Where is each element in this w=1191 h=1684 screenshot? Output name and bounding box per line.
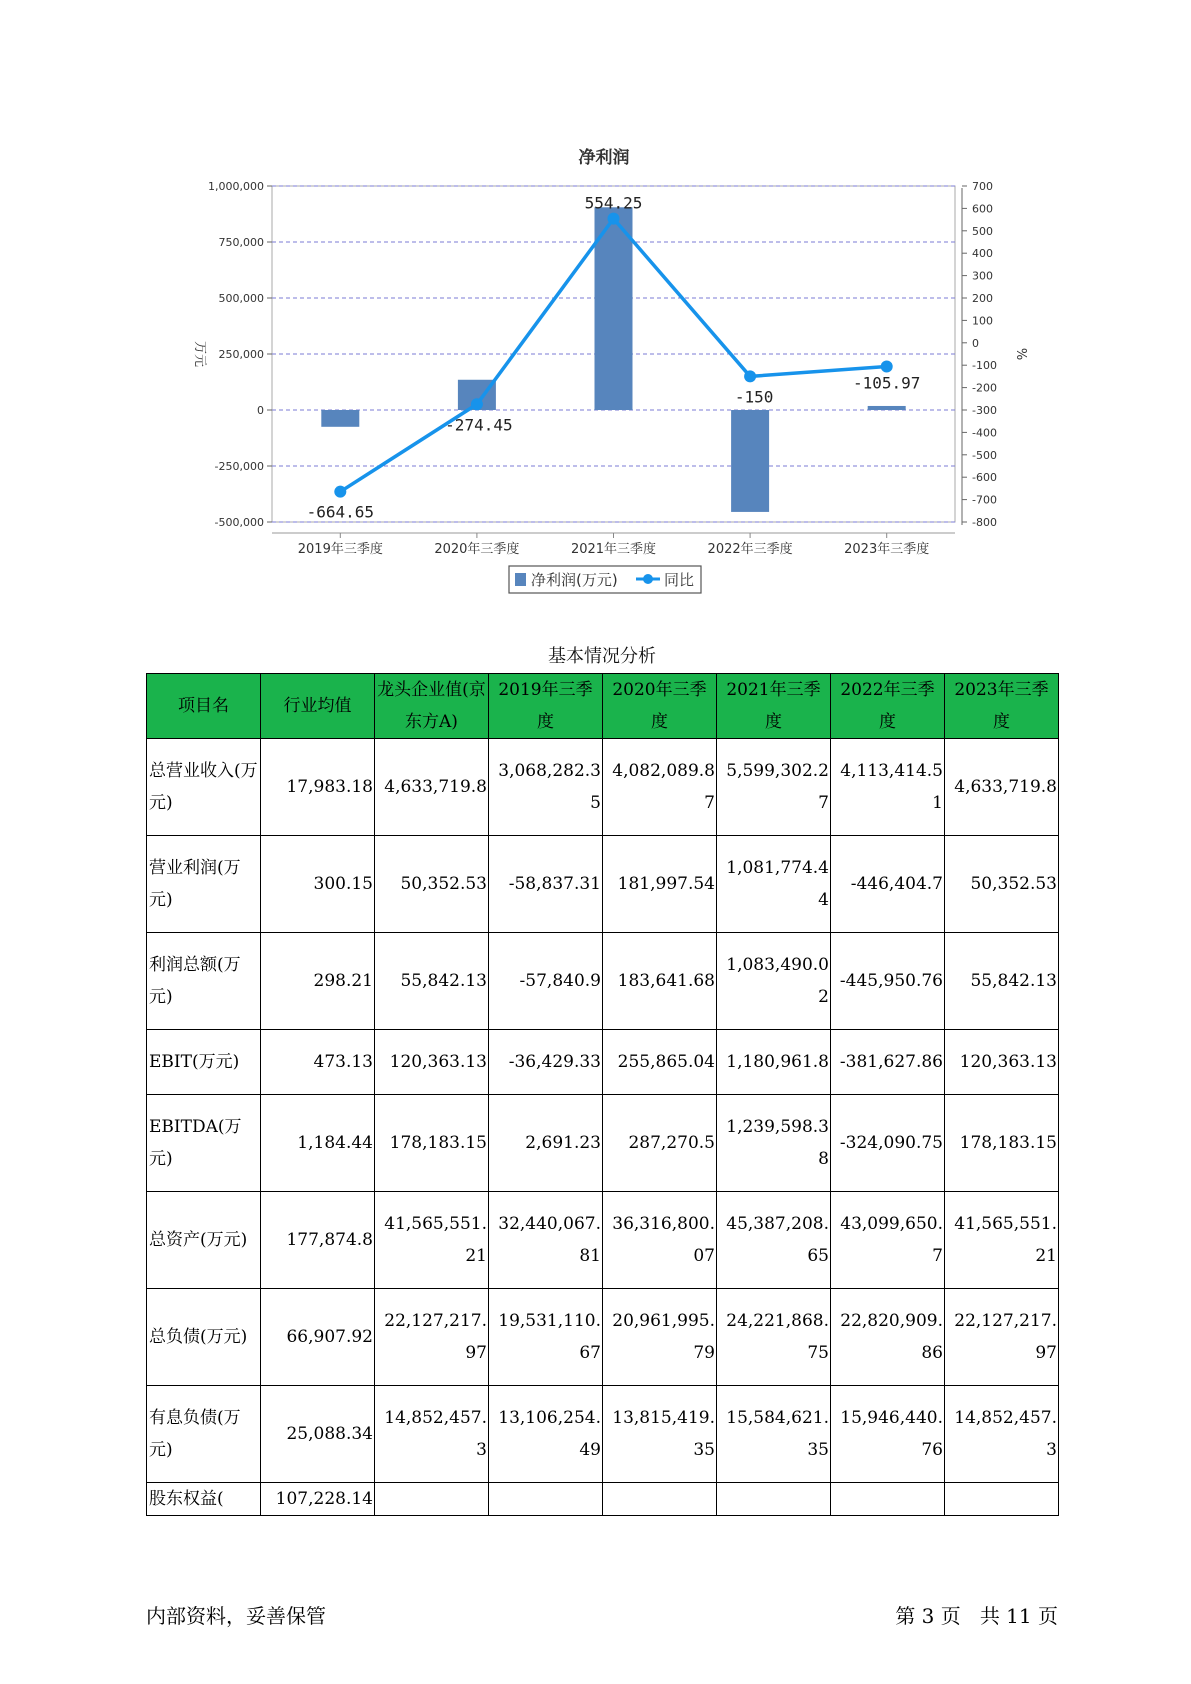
table-row	[147, 1030, 1059, 1095]
table-cell: -57,840.9	[489, 933, 603, 1030]
table-cell: 5,599,302.27	[717, 739, 831, 836]
chart-title: 净利润	[578, 148, 630, 168]
table-row	[147, 836, 1059, 933]
table-cell: 55,842.13	[375, 933, 489, 1030]
row-label: 有息负债(万元)	[147, 1386, 261, 1483]
header-item-name: 项目名	[147, 674, 261, 739]
table-header-row	[147, 674, 1059, 739]
y2-tick-label: 400	[972, 247, 993, 261]
table-cell: 36,316,800.07	[603, 1192, 717, 1289]
table-cell: 1,081,774.44	[717, 836, 831, 933]
table-cell	[489, 1483, 603, 1516]
table-cell	[603, 1483, 717, 1516]
y-tick-label: 750,000	[218, 236, 264, 249]
table-cell: 178,183.15	[375, 1095, 489, 1192]
row-label: 总营业收入(万元)	[147, 739, 261, 836]
yoy-data-label: -664.65	[306, 502, 375, 522]
table-cell: 15,946,440.76	[831, 1386, 945, 1483]
table-cell	[717, 1483, 831, 1516]
table-cell: 50,352.53	[945, 836, 1059, 933]
y2-tick-label: 500	[972, 224, 993, 238]
legend-line-marker	[643, 574, 653, 584]
header-2019q3: 2019年三季度	[489, 674, 603, 739]
table-cell: 22,820,909.86	[831, 1289, 945, 1386]
net-profit-chart	[0, 0, 1191, 600]
y-tick-label: 0	[257, 404, 264, 417]
y2-tick-label: -300	[972, 404, 997, 417]
table-title: 基本情况分析	[548, 646, 656, 667]
table-cell: 41,565,551.21	[375, 1192, 489, 1289]
table-cell: 32,440,067.81	[489, 1192, 603, 1289]
y2-tick-label: -700	[972, 493, 997, 507]
row-label: 总负债(万元)	[147, 1289, 261, 1386]
table-cell: 1,184.44	[261, 1095, 375, 1192]
y2-tick-label: 200	[972, 292, 993, 305]
y-tick-label: 250,000	[218, 348, 264, 361]
table-cell: 13,815,419.35	[603, 1386, 717, 1483]
y2-tick-label: -600	[972, 471, 997, 485]
header-2022q3: 2022年三季度	[831, 674, 945, 739]
table-cell: 1,239,598.38	[717, 1095, 831, 1192]
table-cell: 14,852,457.3	[375, 1386, 489, 1483]
row-label: 股东权益(	[147, 1483, 261, 1516]
y-tick-label: 1,000,000	[208, 180, 264, 193]
y2-axis-title: %	[1013, 347, 1028, 361]
table-cell: -58,837.31	[489, 836, 603, 933]
bar-net-profit	[868, 406, 906, 410]
table-cell: 287,270.5	[603, 1095, 717, 1192]
table-cell: 4,633,719.8	[945, 739, 1059, 836]
row-label: 总资产(万元)	[147, 1192, 261, 1289]
table-cell: 4,082,089.87	[603, 739, 717, 836]
yoy-point	[881, 361, 893, 373]
row-label: 营业利润(万元)	[147, 836, 261, 933]
table-cell: -324,090.75	[831, 1095, 945, 1192]
yoy-data-label: -105.97	[852, 373, 921, 393]
table-cell: -381,627.86	[831, 1030, 945, 1095]
y-tick-label: -500,000	[214, 516, 264, 529]
table-row	[147, 1483, 1059, 1516]
table-cell: 177,874.8	[261, 1192, 375, 1289]
bar-net-profit	[321, 410, 359, 427]
y2-tick-label: -200	[972, 381, 997, 395]
table-cell: 183,641.68	[603, 933, 717, 1030]
y2-tick-label: -800	[972, 516, 997, 529]
table-cell: 45,387,208.65	[717, 1192, 831, 1289]
y-tick-label: -250,000	[214, 460, 264, 473]
table-cell: 300.15	[261, 836, 375, 933]
x-tick-label: 2020年三季度	[434, 542, 520, 557]
y2-tick-label: -400	[972, 426, 997, 440]
table-cell	[375, 1483, 489, 1516]
row-label: 利润总额(万元)	[147, 933, 261, 1030]
table-cell: 178,183.15	[945, 1095, 1059, 1192]
table-cell: 1,083,490.02	[717, 933, 831, 1030]
table-cell	[831, 1483, 945, 1516]
y2-tick-label: 700	[972, 180, 993, 193]
yoy-point	[334, 486, 346, 498]
table-cell: 50,352.53	[375, 836, 489, 933]
footer-page-number: 第 3 页 共 11 页	[895, 1604, 1058, 1628]
table-cell: 17,983.18	[261, 739, 375, 836]
table-cell: 14,852,457.3	[945, 1386, 1059, 1483]
yoy-data-label: 554.25	[584, 193, 643, 213]
table-cell: 13,106,254.49	[489, 1386, 603, 1483]
legend-bar-label: 净利润(万元)	[531, 571, 618, 589]
table-cell: 22,127,217.97	[945, 1289, 1059, 1386]
legend-line-label: 同比	[664, 571, 695, 589]
table-cell: 20,961,995.79	[603, 1289, 717, 1386]
yoy-point	[608, 213, 620, 225]
table-cell	[945, 1483, 1059, 1516]
x-tick-label: 2021年三季度	[570, 542, 657, 557]
table-cell: 473.13	[261, 1030, 375, 1095]
x-tick-label: 2023年三季度	[844, 542, 930, 557]
table-cell: 181,997.54	[603, 836, 717, 933]
table-cell: 120,363.13	[945, 1030, 1059, 1095]
table-cell: 66,907.92	[261, 1289, 375, 1386]
x-tick-label: 2019年三季度	[297, 542, 383, 557]
row-label: EBIT(万元)	[147, 1030, 261, 1095]
table-row	[147, 1386, 1059, 1483]
table-cell: 298.21	[261, 933, 375, 1030]
table-row	[147, 933, 1059, 1030]
header-2021q3: 2021年三季度	[717, 674, 831, 739]
y2-tick-label: -500	[972, 448, 997, 462]
table-cell: 19,531,110.67	[489, 1289, 603, 1386]
table-cell: 24,221,868.75	[717, 1289, 831, 1386]
table-cell: 4,633,719.8	[375, 739, 489, 836]
header-2020q3: 2020年三季度	[603, 674, 717, 739]
table-cell: 255,865.04	[603, 1030, 717, 1095]
table-cell: -446,404.7	[831, 836, 945, 933]
yoy-data-label: -274.45	[445, 415, 513, 435]
y2-tick-label: 100	[972, 314, 993, 328]
table-cell: -36,429.33	[489, 1030, 603, 1095]
table-cell: 41,565,551.21	[945, 1192, 1059, 1289]
yoy-point	[744, 370, 756, 382]
table-cell: -445,950.76	[831, 933, 945, 1030]
table-cell: 1,180,961.8	[717, 1030, 831, 1095]
table-cell: 107,228.14	[261, 1483, 375, 1516]
table-cell: 43,099,650.7	[831, 1192, 945, 1289]
yoy-point	[471, 398, 483, 410]
header-2023q3: 2023年三季度	[945, 674, 1059, 739]
yoy-data-label: -150	[734, 387, 774, 407]
table-row	[147, 1289, 1059, 1386]
table-cell: 120,363.13	[375, 1030, 489, 1095]
x-tick-label: 2022年三季度	[707, 542, 793, 557]
table-cell: 3,068,282.35	[489, 739, 603, 836]
table-row	[147, 739, 1059, 836]
table-cell: 2,691.23	[489, 1095, 603, 1192]
basic-analysis-table	[146, 673, 1059, 1516]
y2-tick-label: 0	[972, 336, 979, 350]
y-axis-title: 万元	[192, 340, 207, 368]
table-cell: 22,127,217.97	[375, 1289, 489, 1386]
table-row	[147, 1095, 1059, 1192]
table-cell: 15,584,621.35	[717, 1386, 831, 1483]
row-label: EBITDA(万元)	[147, 1095, 261, 1192]
y2-tick-label: 600	[972, 202, 993, 216]
header-industry-avg: 行业均值	[261, 674, 375, 739]
footer-confidential-note: 内部资料，妥善保管	[146, 1604, 326, 1628]
table-cell: 4,113,414.51	[831, 739, 945, 836]
y2-tick-label: -100	[972, 359, 997, 373]
table-cell: 25,088.34	[261, 1386, 375, 1483]
bar-net-profit	[731, 410, 769, 512]
y2-tick-label: 300	[972, 269, 993, 283]
table-cell: 55,842.13	[945, 933, 1059, 1030]
legend-bar-swatch	[515, 573, 526, 586]
y-tick-label: 500,000	[218, 292, 264, 305]
header-leader-value: 龙头企业值(京东方A)	[375, 674, 489, 739]
table-row	[147, 1192, 1059, 1289]
